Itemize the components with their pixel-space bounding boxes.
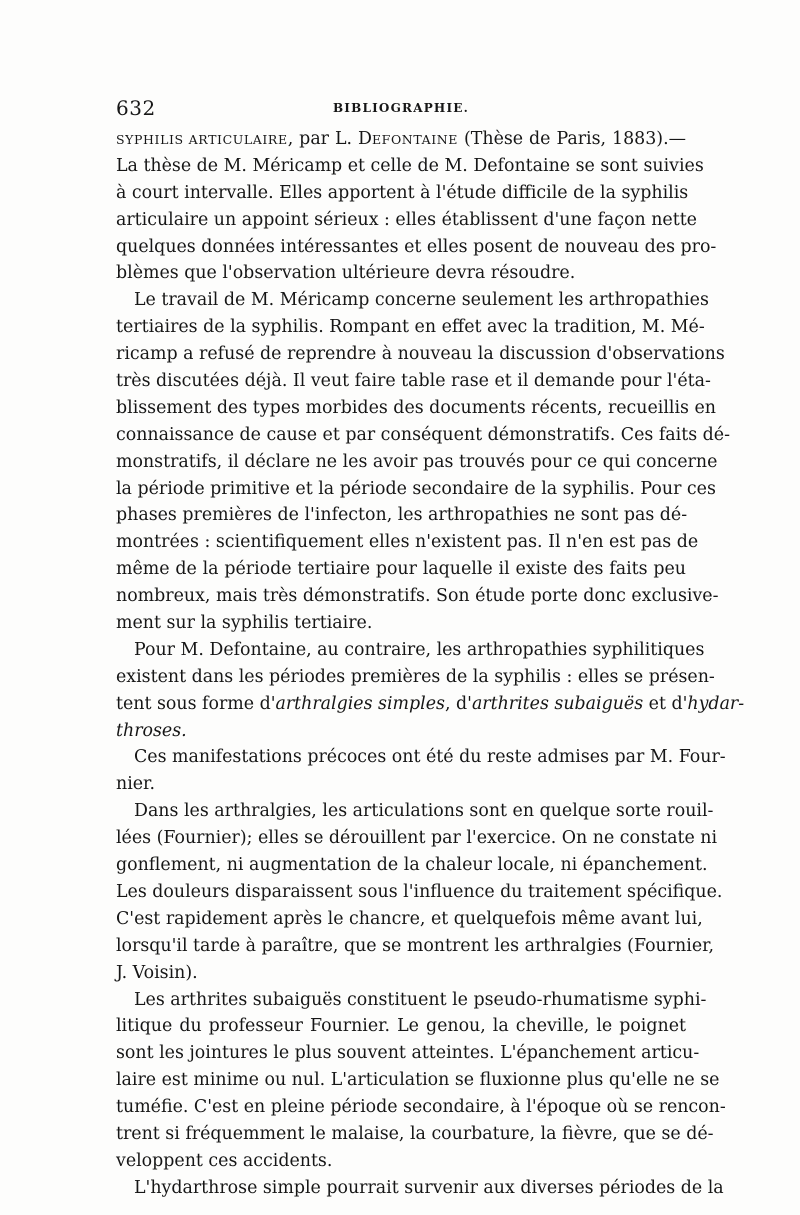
italic-term: arthrites subaiguës (471, 693, 644, 714)
italic-term: hydar- (687, 693, 745, 714)
page-number: 632 (116, 96, 156, 120)
text-line: tuméfie. C'est en pleine période secondaire, à l'époque où se rencon- (116, 1097, 726, 1118)
text-line (116, 691, 745, 718)
text-line: très discutées déjà. Il veut faire table rase et il demande pour l'éta- (116, 371, 711, 392)
text-segment: (Thèse de Paris, 1883).— (458, 129, 686, 149)
text-line: J. Voisin). (116, 962, 198, 983)
text-line: gonflement, ni augmentation de la chaleur locale, ni épanchement. (116, 855, 708, 876)
text-line: Les arthrites subaiguës constituent le pseudo-rhumatisme syphi- (134, 989, 707, 1010)
text-line (116, 718, 686, 745)
text-line: blèmes que l'observation ultérieure devra résoudre. (116, 263, 576, 284)
italic-term: throses. (116, 720, 187, 741)
text-line: ment sur la syphilis tertiaire. (116, 613, 373, 634)
text-line: veloppent ces accidents. (116, 1150, 333, 1171)
text-line: phases premières de l'infecton, les arthropathies ne sont pas dé- (116, 505, 688, 526)
text-line: ricamp a refusé de reprendre à nouveau la discussion d'observations (116, 344, 725, 365)
text-line: quelques données intéressantes et elles posent de nouveau des pro- (116, 236, 717, 257)
text-line: à court intervalle. Elles apportent à l'étude difficile de la syphilis (116, 182, 689, 203)
text-line: lées (Fournier); elles se dérouillent par l'exercice. On ne constate ni (116, 828, 718, 849)
text-line: lorsqu'il tarde à paraître, que se montrent les arthralgies (Fournier, (116, 935, 715, 956)
text-line: nombreux, mais très démonstratifs. Son étude porte donc exclusive- (116, 586, 719, 607)
text-line: tertiaires de la syphilis. Rompant en effet avec la tradition, M. Mé- (116, 317, 705, 338)
italic-term: arthralgies simples (275, 693, 445, 714)
text-line: sont les jointures le plus souvent atteintes. L'épanchement articu- (116, 1043, 700, 1064)
text-line: nier. (116, 774, 155, 795)
text-line: La thèse de M. Méricamp et celle de M. Defontaine se sont suivies (116, 155, 704, 176)
running-title: BIBLIOGRAPHIE. (332, 101, 470, 115)
text-segment: , par L. D (287, 129, 372, 149)
text-segment: et d' (643, 693, 688, 714)
text-line: la période primitive et la période secondaire de la syphilis. Pour ces (116, 478, 716, 499)
reference-author: EFONTAINE (371, 132, 459, 147)
text-line: Pour M. Defontaine, au contraire, les arthropathies syphilitiques (134, 639, 705, 660)
text-line: même de la période tertiaire pour laquelle il existe des faits peu (116, 559, 686, 580)
body-text (116, 126, 745, 1202)
text-line: litique du professeur Fournier. Le genou, la cheville, le poignet (116, 1016, 686, 1037)
text-line: laire est minime ou nul. L'articulation se fluxionne plus qu'elle ne se (116, 1070, 720, 1091)
text-line: montrées : scientifiquement elles n'existent pas. Il n'en est pas de (116, 532, 699, 553)
reference-title: SYPHILIS ARTICULAIRE (116, 132, 288, 147)
text-line: blissement des types morbides des documents récents, recueillis en (116, 397, 716, 418)
text-line (116, 126, 686, 153)
text-line: Le travail de M. Méricamp concerne seulement les arthropathies (134, 290, 709, 311)
text-segment: tent sous forme d' (116, 693, 276, 714)
text-line: trent si fréquemment le malaise, la courbature, la fièvre, que se dé- (116, 1123, 714, 1144)
text-segment: , d' (444, 693, 472, 714)
text-line: monstratifs, il déclare ne les avoir pas trouvés pour ce qui concerne (116, 451, 718, 472)
text-line: existent dans les périodes premières de la syphilis : elles se présen- (116, 666, 715, 687)
text-line: connaissance de cause et par conséquent démonstratifs. Ces faits dé- (116, 424, 730, 445)
text-line: Ces manifestations précoces ont été du reste admises par M. Four- (134, 747, 726, 768)
text-line: Dans les arthralgies, les articulations sont en quelque sorte rouil- (134, 801, 714, 822)
page-header (116, 96, 686, 124)
text-line: L'hydarthrose simple pourrait survenir aux diverses périodes de la (134, 1177, 724, 1198)
text-line: C'est rapidement après le chancre, et quelquefois même avant lui, (116, 908, 703, 929)
text-line: articulaire un appoint sérieux : elles établissent d'une façon nette (116, 209, 697, 230)
text-line: Les douleurs disparaissent sous l'influence du traitement spécifique. (116, 881, 723, 902)
